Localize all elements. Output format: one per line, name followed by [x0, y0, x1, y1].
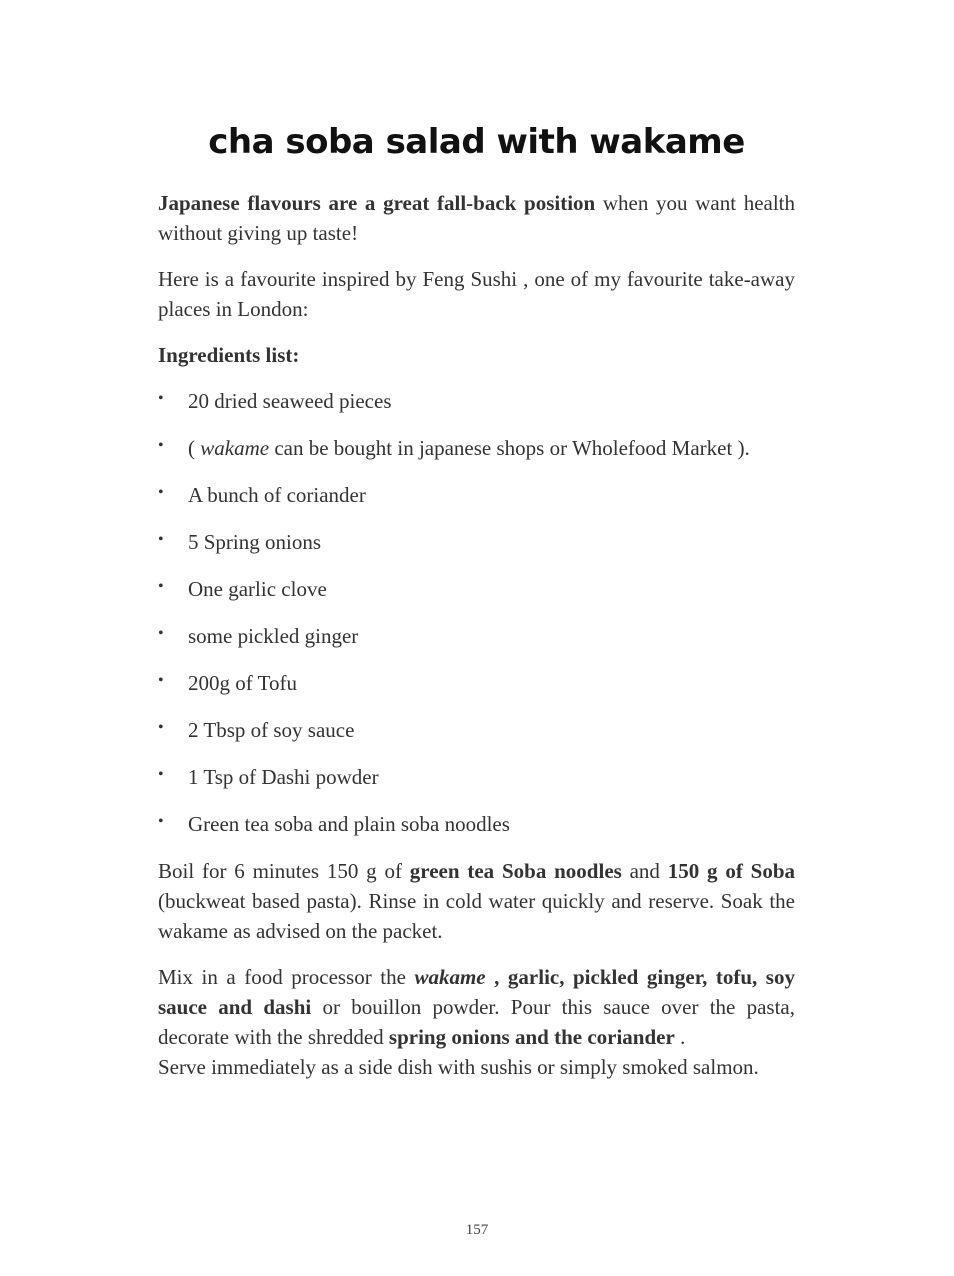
bullet-icon: •	[158, 766, 164, 783]
bullet-icon: •	[158, 719, 164, 736]
list-item: • ( wakame can be bought in japanese shops or Wholefood Market ).	[158, 433, 795, 463]
serve-paragraph: Serve immediately as a side dish with sushis or simply smoked salmon.	[158, 1055, 759, 1079]
list-item: • 20 dried seaweed pieces	[158, 386, 795, 416]
intro-bold-lead: Japanese flavours are a great fall-back position	[158, 191, 596, 215]
list-item: • Green tea soba and plain soba noodles	[158, 809, 795, 839]
bullet-icon: •	[158, 484, 164, 501]
list-item: • 200g of Tofu	[158, 668, 795, 698]
bullet-icon: •	[158, 437, 164, 454]
list-item: • some pickled ginger	[158, 621, 795, 651]
bullet-icon: •	[158, 672, 164, 689]
intro-rest: when you want health without giving up taste!	[158, 191, 795, 245]
ingredients-heading: Ingredients list:	[158, 343, 300, 367]
page-number: 157	[465, 1222, 489, 1238]
page-content	[158, 118, 795, 1098]
bullet-icon: •	[158, 531, 164, 548]
list-item: • 5 Spring onions	[158, 527, 795, 557]
bullet-icon: •	[158, 390, 164, 407]
bullet-icon: •	[158, 625, 164, 642]
list-item: • 2 Tbsp of soy sauce	[158, 715, 795, 745]
wakame-italic: wakame	[200, 436, 270, 460]
list-item: • One garlic clove	[158, 574, 795, 604]
bullet-icon: •	[158, 578, 164, 595]
boil-paragraph: Boil for 6 minutes 150 g of green tea Soba noodles and 150 g of Soba (buckweat based pasta). Rinse in cold water quickly and reserve. Soak the wakame as advised on the packet.	[158, 859, 796, 943]
list-item: • 1 Tsp of Dashi powder	[158, 762, 795, 792]
intro-paragraph	[158, 188, 795, 248]
inspiration-paragraph: Here is a favourite inspired by Feng Sushi , one of my favourite take-away places in London:	[158, 267, 795, 321]
bullet-icon: •	[158, 813, 164, 830]
ingredients-list	[158, 386, 795, 839]
page-title: cha soba salad with wakame	[208, 122, 745, 162]
mix-paragraph: Mix in a food processor the wakame , garlic, pickled ginger, tofu, soy sauce and dashi or bouillon powder. Pour this sauce over the pasta, decorate with the shredded spring onions and the coriander .	[158, 965, 796, 1049]
list-item: • A bunch of coriander	[158, 480, 795, 510]
